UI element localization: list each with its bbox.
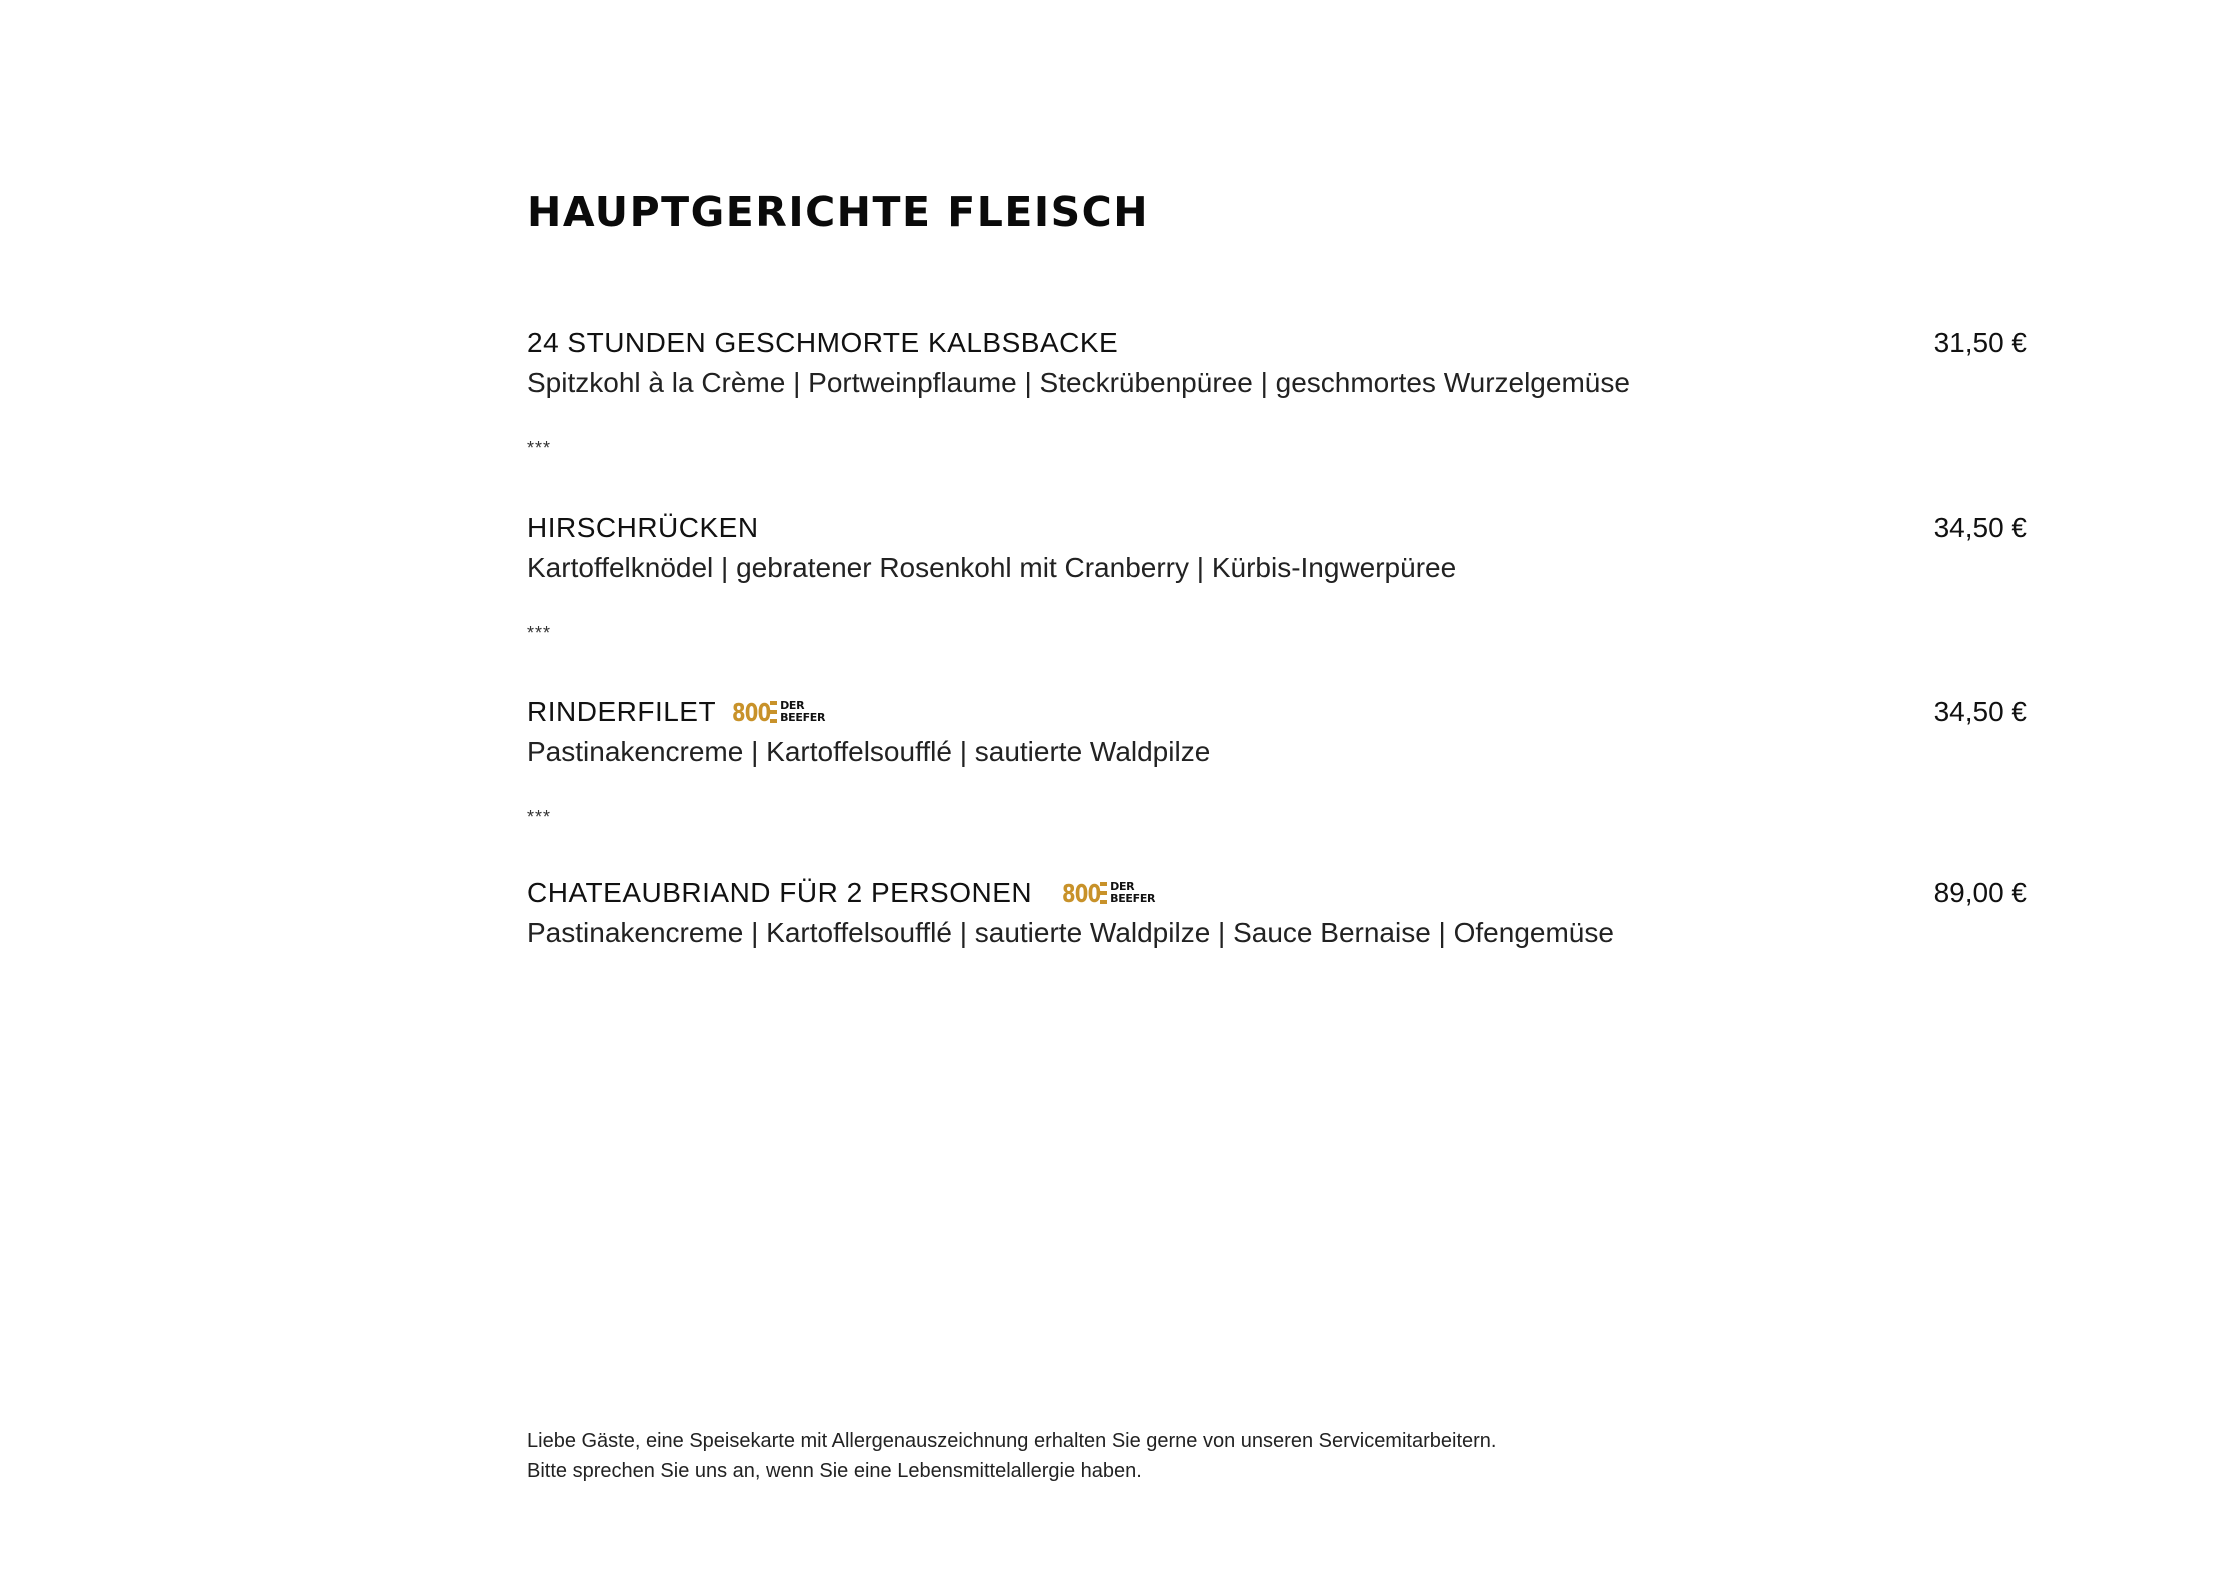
menu-item-header [527, 692, 2027, 732]
separator: *** [527, 438, 552, 458]
logo-wordmark [1110, 881, 1155, 905]
logo-line-2: BEEFER [1110, 892, 1156, 905]
menu-item-description: Kartoffelknödel | gebratener Rosenkohl mit Cranberry | Kürbis-Ingwerpüree [527, 552, 1457, 583]
menu-item-header [527, 873, 2027, 913]
logo-number: 800 [732, 697, 771, 727]
menu-item-description: Spitzkohl à la Crème | Portweinpflaume | Steckrübenpüree | geschmortes Wurzelgemüse [527, 367, 1630, 398]
logo-wordmark [780, 700, 825, 724]
menu-item-description: Pastinakencreme | Kartoffelsoufflé | sautierte Waldpilze | Sauce Bernaise | Ofengemüse [527, 917, 1614, 948]
menu-item-price: 34,50 € [1933, 512, 2027, 543]
menu-item-price: 31,50 € [1933, 327, 2027, 358]
logo-bars-icon [1100, 882, 1107, 904]
allergen-notice [527, 1426, 1496, 1486]
allergen-notice-line-2: Bitte sprechen Sie uns an, wenn Sie eine Lebensmittelallergie haben. [527, 1460, 1142, 1482]
logo-number: 800 [1062, 878, 1101, 908]
logo-line-2: BEEFER [780, 711, 826, 724]
menu-item [527, 873, 2027, 953]
logo-line-1: DER [780, 699, 805, 712]
menu-item-header [527, 508, 2027, 548]
menu-item-header [527, 323, 2027, 363]
logo-line-1: DER [1110, 880, 1135, 893]
menu-item-description: Pastinakencreme | Kartoffelsoufflé | sautierte Waldpilze [527, 736, 1211, 767]
separator: *** [527, 623, 552, 643]
menu-item-name: 24 STUNDEN GESCHMORTE KALBSBACKE [527, 327, 1119, 358]
menu-item-price: 89,00 € [1933, 877, 2027, 908]
menu-item-name: HIRSCHRÜCKEN [527, 512, 759, 543]
menu-item [527, 692, 2027, 772]
menu-item [527, 508, 2027, 588]
menu-item-name: RINDERFILET [527, 696, 717, 727]
separator: *** [527, 807, 552, 827]
menu-heading: HAUPTGERICHTE FLEISCH [527, 188, 1150, 236]
logo-bars-icon [770, 701, 777, 723]
menu-item-price: 34,50 € [1933, 696, 2027, 727]
menu-item-name: CHATEAUBRIAND FÜR 2 PERSONEN [527, 877, 1033, 908]
menu-item [527, 323, 2027, 403]
allergen-notice-line-1: Liebe Gäste, eine Speisekarte mit Allergenauszeichnung erhalten Sie gerne von unseren Servicemitarbeitern. [527, 1430, 1497, 1452]
der-beefer-logo [1062, 878, 1155, 908]
der-beefer-logo [732, 697, 825, 727]
